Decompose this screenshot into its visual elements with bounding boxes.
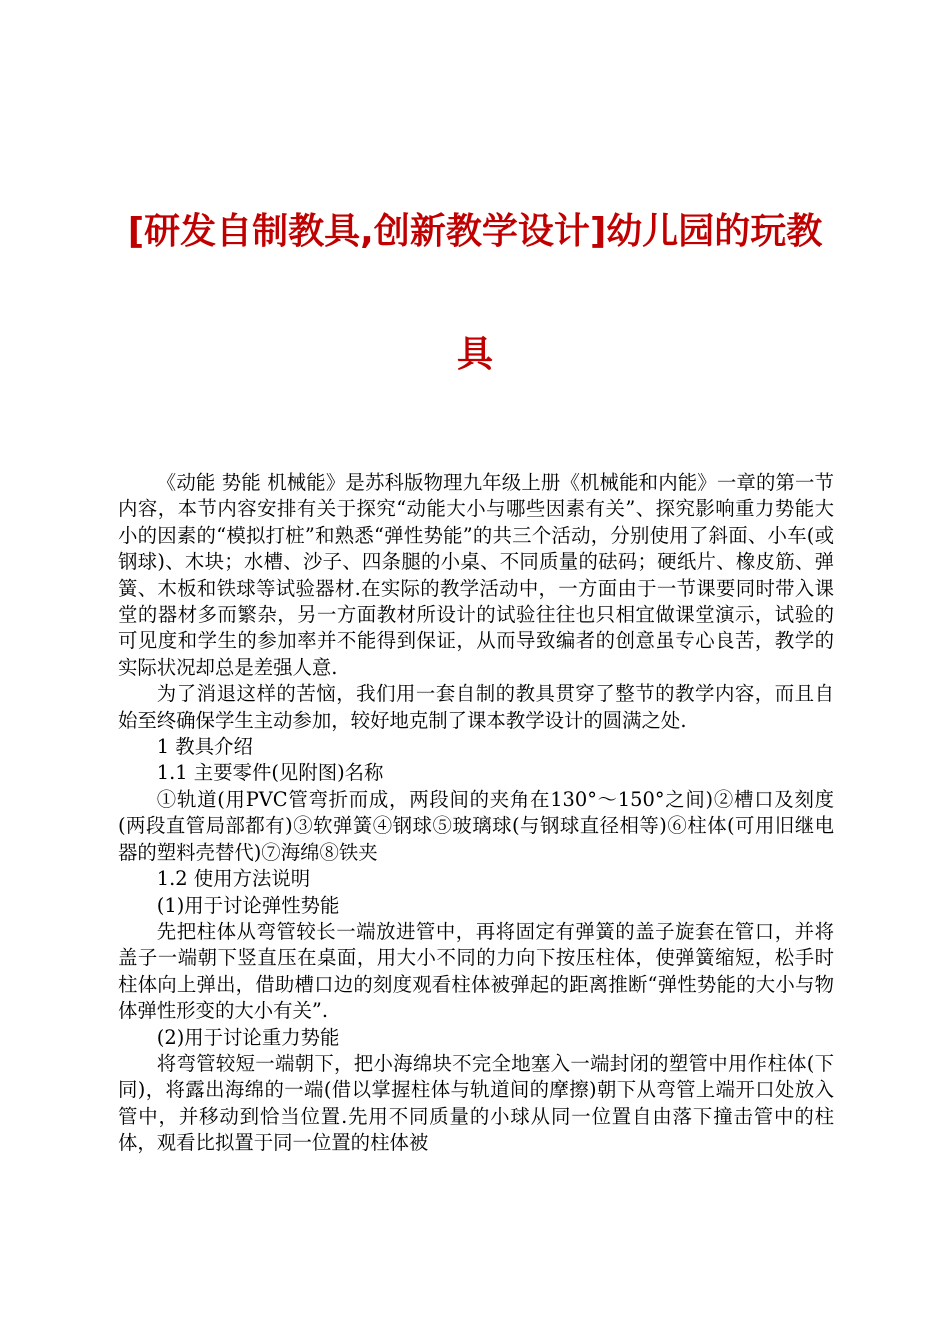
subsection-heading-gravity: (2)用于讨论重力势能 — [156, 1025, 340, 1049]
document-body — [118, 470, 834, 1157]
document-title-line-1: [研发自制教具,创新教学设计]幼儿园的玩教 — [127, 211, 823, 252]
section-heading-1-1: 1.1 主要零件(见附图)名称 — [156, 761, 384, 785]
paragraph-elastic: 先把柱体从弯管较长一端放进管中，再将固定有弹簧的盖子旋套在管口，并将盖子一端朝下竖直压在桌面，用大小不同的力向下按压柱体，使弹簧缩短，松手时柱体向上弹出，借助槽口边的刻度观看柱体被弹起的距离推断“弹性势能的大小与物体弹性形变的大小有关”. — [118, 919, 834, 1023]
paragraph-purpose: 为了消退这样的苦恼，我们用一套自制的教具贯穿了整节的教学内容，而且自始至终确保学生主动参加，较好地克制了课本教学设计的圆满之处. — [118, 682, 834, 732]
paragraph-gravity: 将弯管较短一端朝下，把小海绵块不完全地塞入一端封闭的塑管中用作柱体(下同)，将露出海绵的一端(借以掌握柱体与轨道间的摩擦)朝下从弯管上端开口处放入管中，并移动到恰当位置.先用不同质量的小球从同一位置自由落下撞击管中的柱体，观看比拟置于同一位置的柱体被 — [118, 1051, 834, 1155]
subsection-heading-elastic: (1)用于讨论弹性势能 — [156, 893, 340, 917]
section-heading-1: 1 教具介绍 — [156, 735, 253, 759]
paragraph-parts-list: ①轨道(用PVC管弯折而成，两段间的夹角在130°～150°之间)②槽口及刻度(两段直管局部都有)③软弹簧④钢球⑤玻璃球(与钢球直径相等)⑥柱体(可用旧继电器的塑料壳替代)⑦海绵⑧铁夹 — [118, 787, 834, 864]
paragraph-intro: 《动能 势能 机械能》是苏科版物理九年级上册《机械能和内能》一章的第一节内容，本节内容安排有关于探究“动能大小与哪些因素有关”、探究影响重力势能大小的因素的“模拟打桩”和熟悉“弹性势能”的共三个活动，分别使用了斜面、小车(或钢球)、木块；水槽、沙子、四条腿的小桌、不同质量的砝码；硬纸片、橡皮筋、弹簧、木板和铁球等试验器材.在实际的教学活动中，一方面由于一节课要同时带入课堂的器材多而繁杂，另一方面教材所设计的试验往往也只相宜做课堂演示，试验的可见度和学生的参加率并不能得到保证，从而导致编者的创意虽专心良苦，教学的实际状况却总是差强人意. — [118, 471, 834, 679]
section-heading-1-2: 1.2 使用方法说明 — [156, 867, 311, 891]
document-title-line-2: 具 — [456, 334, 493, 375]
